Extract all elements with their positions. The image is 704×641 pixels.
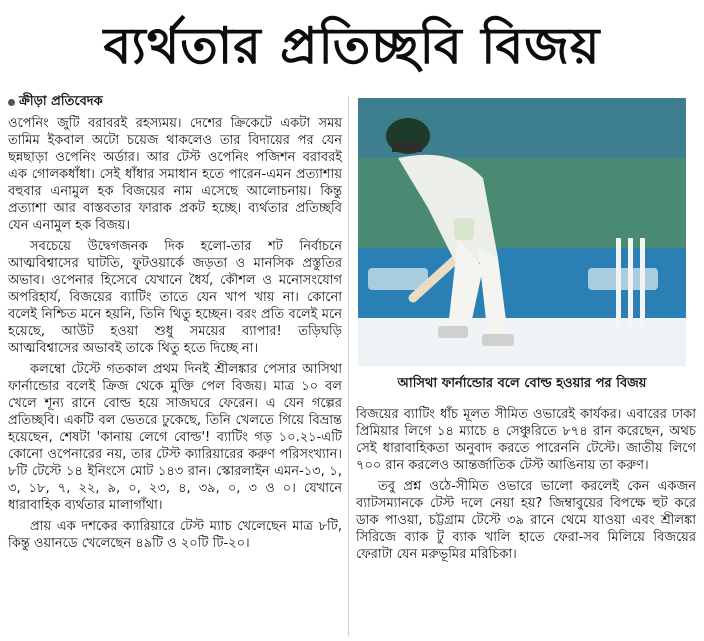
column-divider bbox=[348, 96, 349, 636]
right-column bbox=[356, 406, 696, 567]
photo-illustration bbox=[358, 98, 686, 366]
headline: ব্যর্থতার প্রতিচ্ছবি বিজয় bbox=[103, 16, 601, 75]
article-paragraph: তবু প্রশ্ন ওঠে-সীমিত ওভারে ভালো করলেই কেন একজন ব্যাটসম্যানকে টেস্ট দলে নেয়া হয়? জিম্বাবুয়ের বিপক্ষে হুট করে ডাক পাওয়া, চট্টগ্রাম টেস্টে ৩৯ রানে থেমে যাওয়া এবং শ্রীলঙ্কা সিরিজে ব্যাক টু ব্যাক খালি হাতে ফেরা-সব মিলিয়ে বিজয়ের ফেরাটা যেন মরুভূমির মরিচিকা। bbox=[356, 479, 696, 562]
article-paragraph: ওপেনিং জুটি বরাবরই রহস্যময়। দেশের ক্রিকেটে একটা সময় তামিম ইকবাল অটো চয়েজ থাকলেও তার বিদায়ের পর যেন ছন্নছাড়া ওপেনিং অর্ডার। আর টেস্ট ওপেনিং পজিশন বরাবরই এক গোলকধাঁধা। সেই ধাঁধার সমাধান হতে পারেন-এমন প্রত্যাশায় বহুবার এনামুল হক বিজয়ের নাম এসেছে আলোচনায়। কিন্তু প্রত্যাশা আর বাস্তবতার ফারাক প্রকট হচ্ছে। ব্যর্থতার প্রতিচ্ছবি যেন এনামুল হক বিজয়। bbox=[8, 116, 342, 233]
article-paragraph: কলম্বো টেস্টে গতকাল প্রথম দিনই শ্রীলঙ্কার পেসার আসিথা ফার্নান্ডোর বলেই ক্রিজ থেকে মুক্তি পেল বিজয়। মাত্র ১০ বল খেলে শূন্য রানে বোল্ড হয়ে সাজঘরে ফেরেন। এ যেন গল্পের প্রতিচ্ছবি। একটি বল ভেতরে ঢুকেছে, তিনি খেলতে গিয়ে বিভ্রান্ত হয়েছেন, শেষটা 'কানায় লেগে বোল্ড'! ব্যাটিং গড় ১০.২১-এটি কোনো ওপেনারের নয়, তার টেস্ট ক্যারিয়ারের করুণ পরিসংখ্যান। ৮টি টেস্টে ১৪ ইনিংসে মোট ১৪৩ রান। স্কোরলাইন এমন-১৩, ১, ৩, ১৮, ৭, ২২, ৯, ০, ২৩, ৪, ৩৯, ০, ৩ ও ০। যেখানে ধারাবাহিক ব্যর্থতার মালাগাঁথা। bbox=[8, 362, 342, 513]
byline-text: ক্রীড়া প্রতিবেদক bbox=[19, 94, 103, 109]
byline bbox=[8, 92, 342, 113]
bullet-icon bbox=[8, 99, 15, 106]
cricket-batsman-photo bbox=[358, 98, 686, 366]
photo-caption: আসিথা ফার্নান্ডোর বলে বোল্ড হওয়ার পর বিজয় bbox=[397, 376, 647, 391]
article-paragraph: সবচেয়ে উদ্বেগজনক দিক হলো-তার শট নির্বাচনে আত্মবিশ্বাসের ঘাটতি, ফুটওয়ার্কে জড়তা ও মানসিক প্রস্তুতির অভাব। ওপেনার হিসেবে যেখানে ধৈর্য, কৌশল ও মনোসংযোগ অপরিহার্য, বিজয়ের ব্যাটিং তাতে যেন খাপ খায় না। কোনো বলেই নিশ্চিত মনে হয়নি, তিনি থিতু হচ্ছেন। বরং প্রতি বলেই মনে হয়েছে, আউট হওয়া শুধু সময়ের ব্যাপার! তড়িঘড়ি আত্মবিশ্বাসের অভাবই তাকে থিতু হতে দিচ্ছে না। bbox=[8, 239, 342, 356]
article-paragraph: বিজয়ের ব্যাটিং ধাঁচ মূলত সীমিত ওভারেই কার্যকর। এবারের ঢাকা প্রিমিয়ার লিগে ১৪ ম্যাচে ৪ সেঞ্চুরিতে ৮৭৪ রান করেছেন, অথচ সেই ধারাবাহিকতা অনুবাদ করতে পারেননি টেস্টে। জাতীয় লিগে ৭০০ রান করলেও আন্তর্জাতিক টেস্ট আঙিনায় তা করুণ। bbox=[356, 407, 696, 473]
left-column bbox=[8, 92, 342, 556]
article-paragraph: প্রায় এক দশকের ক্যারিয়ারে টেস্ট ম্যাচ খেলেছেন মাত্র ৮টি, কিন্তু ওয়ানডে খেলেছেন ৪৯টি ও ২০টি টি-২০। bbox=[8, 519, 342, 551]
